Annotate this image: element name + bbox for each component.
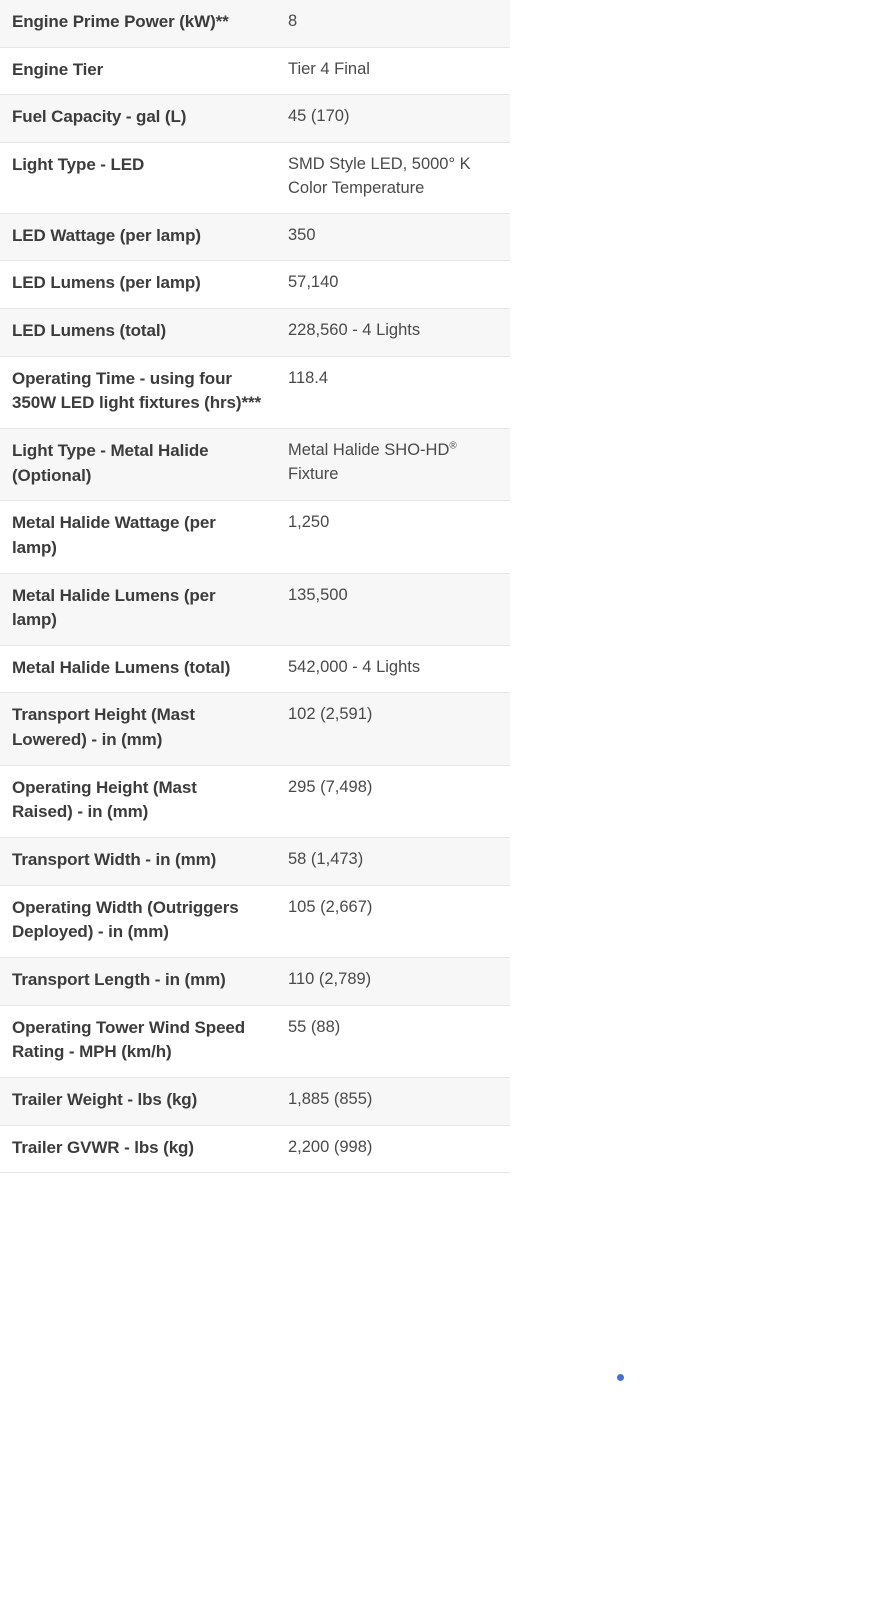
table-row (0, 645, 510, 693)
spec-label: Fuel Capacity - gal (L) (0, 95, 274, 143)
table-row (0, 356, 510, 428)
spec-value: 55 (88) (274, 1005, 510, 1077)
spec-label: Transport Length - in (mm) (0, 957, 274, 1005)
spec-value-tail: Fixture (288, 464, 339, 483)
spec-label: Light Type - Metal Halide (Optional) (0, 428, 274, 500)
table-row (0, 47, 510, 95)
spec-label: Light Type - LED (0, 142, 274, 213)
table-row (0, 95, 510, 143)
specifications-table (0, 0, 510, 1173)
spec-value: 295 (7,498) (274, 765, 510, 837)
spec-label: Engine Tier (0, 47, 274, 95)
table-row (0, 501, 510, 573)
spec-label: Metal Halide Lumens (total) (0, 645, 274, 693)
spec-value: Tier 4 Final (274, 47, 510, 95)
table-row (0, 838, 510, 886)
spec-value: 350 (274, 213, 510, 261)
table-row (0, 765, 510, 837)
table-row (0, 957, 510, 1005)
spec-label: Trailer GVWR - lbs (kg) (0, 1125, 274, 1173)
spec-label: Metal Halide Lumens (per lamp) (0, 573, 274, 645)
spec-label: Operating Tower Wind Speed Rating - MPH (km/h) (0, 1005, 274, 1077)
spec-value: 8 (274, 0, 510, 47)
spec-value: 542,000 - 4 Lights (274, 645, 510, 693)
table-row (0, 1125, 510, 1173)
spec-label: Engine Prime Power (kW)** (0, 0, 274, 47)
table-row (0, 573, 510, 645)
spec-value-text: Metal Halide SHO-HD (288, 440, 450, 459)
spec-label: LED Wattage (per lamp) (0, 213, 274, 261)
table-row (0, 885, 510, 957)
table-row (0, 1077, 510, 1125)
table-row (0, 213, 510, 261)
spec-value: 57,140 (274, 261, 510, 309)
table-row (0, 261, 510, 309)
table-row (0, 1005, 510, 1077)
spec-label: Transport Width - in (mm) (0, 838, 274, 886)
spec-label: Transport Height (Mast Lowered) - in (mm) (0, 693, 274, 765)
spec-label: LED Lumens (total) (0, 309, 274, 357)
table-row (0, 428, 510, 500)
spec-label: Operating Width (Outriggers Deployed) - in (mm) (0, 885, 274, 957)
spec-label: Trailer Weight - lbs (kg) (0, 1077, 274, 1125)
registered-mark: ® (449, 440, 457, 452)
spec-value: 2,200 (998) (274, 1125, 510, 1173)
spec-value: 102 (2,591) (274, 693, 510, 765)
spec-value: 135,500 (274, 573, 510, 645)
table-row (0, 142, 510, 213)
table-row (0, 693, 510, 765)
spec-value: 228,560 - 4 Lights (274, 309, 510, 357)
spec-label: Metal Halide Wattage (per lamp) (0, 501, 274, 573)
spec-value: 105 (2,667) (274, 885, 510, 957)
spec-value: 1,885 (855) (274, 1077, 510, 1125)
spec-label: LED Lumens (per lamp) (0, 261, 274, 309)
spec-value: 118.4 (274, 356, 510, 428)
spec-value: 45 (170) (274, 95, 510, 143)
cursor-dot-marker (617, 1374, 624, 1381)
spec-label: Operating Time - using four 350W LED light fixtures (hrs)*** (0, 356, 274, 428)
table-row (0, 309, 510, 357)
table-row (0, 0, 510, 47)
specifications-table-body (0, 0, 510, 1173)
spec-label: Operating Height (Mast Raised) - in (mm) (0, 765, 274, 837)
spec-value: 110 (2,789) (274, 957, 510, 1005)
spec-value: 1,250 (274, 501, 510, 573)
spec-value: 58 (1,473) (274, 838, 510, 886)
spec-value (274, 428, 510, 500)
spec-value: SMD Style LED, 5000° K Color Temperature (274, 142, 510, 213)
